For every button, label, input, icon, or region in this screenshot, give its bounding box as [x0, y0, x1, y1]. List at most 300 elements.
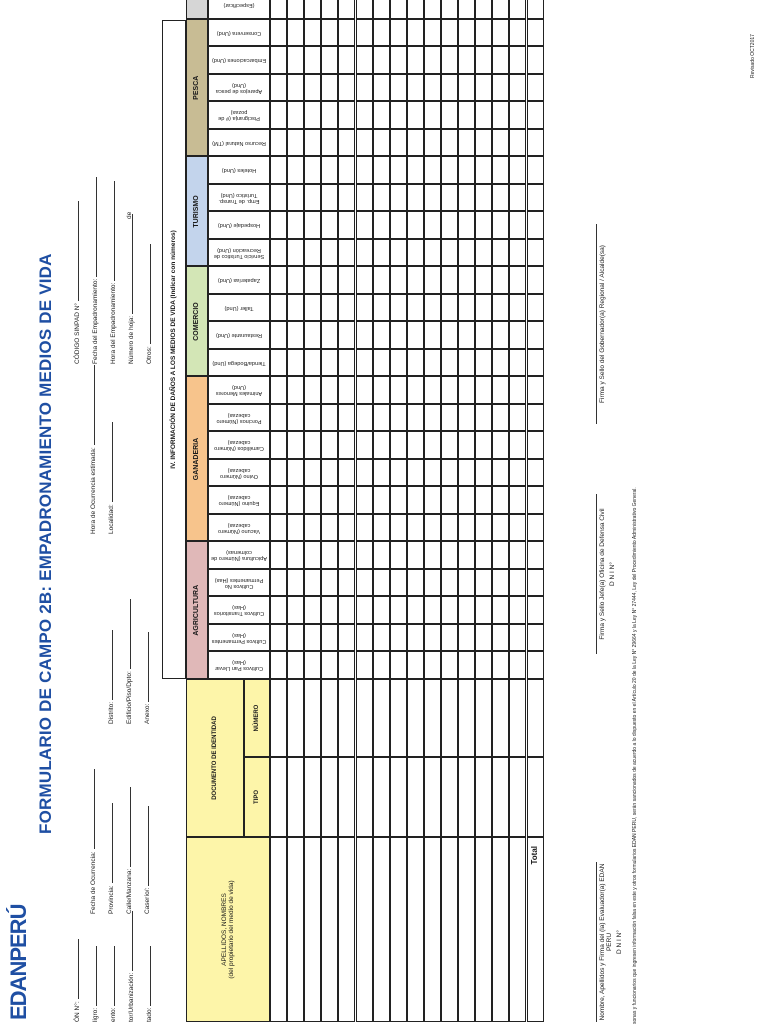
- data-cell[interactable]: [373, 239, 390, 267]
- data-cell[interactable]: [304, 624, 321, 652]
- data-cell[interactable]: [270, 184, 287, 212]
- data-cell[interactable]: [441, 157, 458, 185]
- data-cell[interactable]: [492, 267, 509, 295]
- data-cell[interactable]: [321, 184, 338, 212]
- data-cell[interactable]: [458, 569, 475, 597]
- data-cell[interactable]: [304, 102, 321, 130]
- data-cell[interactable]: [390, 487, 407, 515]
- data-cell[interactable]: [338, 239, 355, 267]
- data-cell[interactable]: [304, 404, 321, 432]
- data-cell[interactable]: [373, 432, 390, 460]
- header-field[interactable]: [72, 201, 81, 364]
- header-field-line[interactable]: [90, 177, 97, 277]
- data-cell[interactable]: [270, 459, 287, 487]
- data-cell[interactable]: [390, 74, 407, 102]
- data-cell[interactable]: [441, 0, 458, 19]
- data-cell[interactable]: [304, 514, 321, 542]
- data-cell[interactable]: [287, 349, 304, 377]
- data-cell[interactable]: [287, 432, 304, 460]
- data-cell[interactable]: [270, 542, 287, 570]
- data-cell[interactable]: [287, 404, 304, 432]
- data-cell[interactable]: [270, 19, 287, 47]
- data-cell[interactable]: [527, 47, 544, 75]
- data-cell[interactable]: [475, 652, 492, 680]
- name-cell[interactable]: [509, 837, 526, 1022]
- data-cell[interactable]: [527, 0, 544, 19]
- data-cell[interactable]: [527, 267, 544, 295]
- data-cell[interactable]: [287, 157, 304, 185]
- signature-block[interactable]: [596, 224, 606, 424]
- data-cell[interactable]: [287, 102, 304, 130]
- data-cell[interactable]: [287, 322, 304, 350]
- data-cell[interactable]: [338, 294, 355, 322]
- data-cell[interactable]: [527, 569, 544, 597]
- data-cell[interactable]: [356, 239, 373, 267]
- data-cell[interactable]: [373, 0, 390, 19]
- data-cell[interactable]: [527, 102, 544, 130]
- data-cell[interactable]: [475, 349, 492, 377]
- name-cell[interactable]: [475, 837, 492, 1022]
- data-cell[interactable]: [390, 294, 407, 322]
- data-cell[interactable]: [356, 624, 373, 652]
- data-cell[interactable]: [390, 102, 407, 130]
- data-cell[interactable]: [441, 129, 458, 157]
- data-cell[interactable]: [338, 757, 355, 837]
- data-cell[interactable]: [287, 19, 304, 47]
- data-cell[interactable]: [304, 212, 321, 240]
- header-field[interactable]: [142, 806, 151, 914]
- data-cell[interactable]: [407, 74, 424, 102]
- data-cell[interactable]: [321, 404, 338, 432]
- data-cell[interactable]: [509, 652, 526, 680]
- data-cell[interactable]: [527, 74, 544, 102]
- data-cell[interactable]: [509, 487, 526, 515]
- header-field[interactable]: [144, 244, 153, 364]
- data-cell[interactable]: [475, 129, 492, 157]
- name-cell[interactable]: [373, 837, 390, 1022]
- data-cell[interactable]: [475, 514, 492, 542]
- data-cell[interactable]: [527, 349, 544, 377]
- data-cell[interactable]: [321, 322, 338, 350]
- data-cell[interactable]: [458, 294, 475, 322]
- data-cell[interactable]: [321, 239, 338, 267]
- data-cell[interactable]: [407, 322, 424, 350]
- header-field[interactable]: [90, 946, 99, 1022]
- data-cell[interactable]: [509, 624, 526, 652]
- data-cell[interactable]: [424, 459, 441, 487]
- data-cell[interactable]: [424, 652, 441, 680]
- data-cell[interactable]: [492, 239, 509, 267]
- data-cell[interactable]: [441, 47, 458, 75]
- data-cell[interactable]: [287, 0, 304, 19]
- header-field-line[interactable]: [88, 365, 95, 445]
- data-cell[interactable]: [458, 432, 475, 460]
- data-cell[interactable]: [492, 74, 509, 102]
- data-cell[interactable]: [509, 267, 526, 295]
- data-cell[interactable]: [373, 679, 390, 757]
- header-field[interactable]: [108, 946, 117, 1022]
- header-field[interactable]: [126, 911, 135, 1022]
- data-cell[interactable]: [356, 212, 373, 240]
- data-cell[interactable]: [441, 624, 458, 652]
- data-cell[interactable]: [321, 757, 338, 837]
- data-cell[interactable]: [390, 349, 407, 377]
- data-cell[interactable]: [527, 129, 544, 157]
- data-cell[interactable]: [321, 569, 338, 597]
- data-cell[interactable]: [338, 212, 355, 240]
- data-cell[interactable]: [458, 19, 475, 47]
- data-cell[interactable]: [407, 239, 424, 267]
- data-cell[interactable]: [475, 74, 492, 102]
- data-cell[interactable]: [527, 652, 544, 680]
- data-cell[interactable]: [458, 757, 475, 837]
- name-cell[interactable]: [338, 837, 355, 1022]
- data-cell[interactable]: [287, 597, 304, 625]
- data-cell[interactable]: [270, 597, 287, 625]
- data-cell[interactable]: [321, 624, 338, 652]
- data-cell[interactable]: [458, 184, 475, 212]
- data-cell[interactable]: [475, 294, 492, 322]
- data-cell[interactable]: [304, 322, 321, 350]
- data-cell[interactable]: [270, 294, 287, 322]
- data-cell[interactable]: [373, 542, 390, 570]
- data-cell[interactable]: [287, 47, 304, 75]
- data-cell[interactable]: [492, 294, 509, 322]
- data-cell[interactable]: [356, 322, 373, 350]
- data-cell[interactable]: [527, 679, 544, 757]
- data-cell[interactable]: [527, 404, 544, 432]
- data-cell[interactable]: [441, 267, 458, 295]
- data-cell[interactable]: [441, 239, 458, 267]
- data-cell[interactable]: [338, 459, 355, 487]
- data-cell[interactable]: [338, 679, 355, 757]
- data-cell[interactable]: [492, 757, 509, 837]
- data-cell[interactable]: [356, 294, 373, 322]
- data-cell[interactable]: [390, 597, 407, 625]
- data-cell[interactable]: [321, 459, 338, 487]
- data-cell[interactable]: [509, 377, 526, 405]
- data-cell[interactable]: [304, 157, 321, 185]
- data-cell[interactable]: [441, 597, 458, 625]
- data-cell[interactable]: [321, 514, 338, 542]
- data-cell[interactable]: [356, 19, 373, 47]
- data-cell[interactable]: [492, 377, 509, 405]
- data-cell[interactable]: [407, 569, 424, 597]
- data-cell[interactable]: [509, 404, 526, 432]
- data-cell[interactable]: [492, 212, 509, 240]
- data-cell[interactable]: [373, 157, 390, 185]
- data-cell[interactable]: [407, 459, 424, 487]
- data-cell[interactable]: [304, 569, 321, 597]
- data-cell[interactable]: [321, 267, 338, 295]
- data-cell[interactable]: [475, 569, 492, 597]
- data-cell[interactable]: [475, 404, 492, 432]
- data-cell[interactable]: [270, 652, 287, 680]
- data-cell[interactable]: [407, 47, 424, 75]
- data-cell[interactable]: [373, 377, 390, 405]
- data-cell[interactable]: [492, 514, 509, 542]
- data-cell[interactable]: [527, 757, 544, 837]
- data-cell[interactable]: [321, 679, 338, 757]
- data-cell[interactable]: [356, 542, 373, 570]
- header-field[interactable]: [106, 422, 115, 534]
- data-cell[interactable]: [270, 377, 287, 405]
- data-cell[interactable]: [338, 652, 355, 680]
- name-cell[interactable]: [458, 837, 475, 1022]
- data-cell[interactable]: [356, 184, 373, 212]
- data-cell[interactable]: [475, 184, 492, 212]
- data-cell[interactable]: [424, 239, 441, 267]
- data-cell[interactable]: [373, 487, 390, 515]
- data-cell[interactable]: [321, 212, 338, 240]
- data-cell[interactable]: [424, 597, 441, 625]
- data-cell[interactable]: [373, 19, 390, 47]
- header-field[interactable]: [142, 632, 151, 724]
- data-cell[interactable]: [270, 322, 287, 350]
- data-cell[interactable]: [304, 184, 321, 212]
- data-cell[interactable]: [527, 597, 544, 625]
- data-cell[interactable]: [373, 404, 390, 432]
- data-cell[interactable]: [356, 432, 373, 460]
- data-cell[interactable]: [441, 377, 458, 405]
- header-field-line[interactable]: [142, 632, 149, 702]
- data-cell[interactable]: [338, 322, 355, 350]
- data-cell[interactable]: [356, 679, 373, 757]
- data-cell[interactable]: [390, 514, 407, 542]
- data-cell[interactable]: [270, 0, 287, 19]
- signature-line[interactable]: [596, 862, 597, 1022]
- data-cell[interactable]: [509, 102, 526, 130]
- data-cell[interactable]: [475, 432, 492, 460]
- data-cell[interactable]: [424, 102, 441, 130]
- data-cell[interactable]: [390, 212, 407, 240]
- data-cell[interactable]: [475, 239, 492, 267]
- data-cell[interactable]: [373, 267, 390, 295]
- header-field-line[interactable]: [72, 939, 79, 999]
- data-cell[interactable]: [492, 597, 509, 625]
- data-cell[interactable]: [527, 432, 544, 460]
- data-cell[interactable]: [424, 0, 441, 19]
- data-cell[interactable]: [390, 624, 407, 652]
- data-cell[interactable]: [270, 569, 287, 597]
- data-cell[interactable]: [475, 0, 492, 19]
- data-cell[interactable]: [304, 377, 321, 405]
- header-field-line[interactable]: [88, 769, 95, 849]
- data-cell[interactable]: [304, 542, 321, 570]
- data-cell[interactable]: [509, 349, 526, 377]
- data-cell[interactable]: [441, 294, 458, 322]
- data-cell[interactable]: [287, 129, 304, 157]
- data-cell[interactable]: [424, 404, 441, 432]
- data-cell[interactable]: [390, 569, 407, 597]
- data-cell[interactable]: [441, 757, 458, 837]
- data-cell[interactable]: [509, 432, 526, 460]
- data-cell[interactable]: [321, 47, 338, 75]
- signature-line[interactable]: [596, 494, 597, 654]
- data-cell[interactable]: [424, 377, 441, 405]
- data-cell[interactable]: [458, 487, 475, 515]
- data-cell[interactable]: [321, 349, 338, 377]
- data-cell[interactable]: [509, 212, 526, 240]
- data-cell[interactable]: [270, 129, 287, 157]
- data-cell[interactable]: [356, 129, 373, 157]
- data-cell[interactable]: [356, 74, 373, 102]
- data-cell[interactable]: [492, 432, 509, 460]
- header-field[interactable]: [90, 177, 99, 364]
- data-cell[interactable]: [458, 404, 475, 432]
- data-cell[interactable]: [492, 679, 509, 757]
- header-field[interactable]: [106, 803, 115, 914]
- data-cell[interactable]: [270, 514, 287, 542]
- data-cell[interactable]: [424, 624, 441, 652]
- data-cell[interactable]: [424, 184, 441, 212]
- data-cell[interactable]: [424, 487, 441, 515]
- data-cell[interactable]: [424, 349, 441, 377]
- data-cell[interactable]: [390, 377, 407, 405]
- data-cell[interactable]: [424, 294, 441, 322]
- header-field-line[interactable]: [124, 599, 131, 669]
- data-cell[interactable]: [407, 19, 424, 47]
- data-cell[interactable]: [509, 679, 526, 757]
- data-cell[interactable]: [338, 377, 355, 405]
- data-cell[interactable]: [475, 597, 492, 625]
- data-cell[interactable]: [492, 459, 509, 487]
- signature-block[interactable]: [596, 494, 616, 654]
- data-cell[interactable]: [441, 74, 458, 102]
- data-cell[interactable]: [441, 679, 458, 757]
- data-cell[interactable]: [527, 212, 544, 240]
- data-cell[interactable]: [304, 239, 321, 267]
- data-cell[interactable]: [356, 757, 373, 837]
- data-cell[interactable]: [527, 487, 544, 515]
- data-cell[interactable]: [407, 542, 424, 570]
- data-cell[interactable]: [424, 212, 441, 240]
- data-cell[interactable]: [338, 157, 355, 185]
- data-cell[interactable]: [304, 597, 321, 625]
- data-cell[interactable]: [270, 102, 287, 130]
- data-cell[interactable]: [373, 74, 390, 102]
- data-cell[interactable]: [407, 404, 424, 432]
- header-field-line[interactable]: [142, 806, 149, 886]
- data-cell[interactable]: [509, 569, 526, 597]
- data-cell[interactable]: [390, 239, 407, 267]
- data-cell[interactable]: [321, 377, 338, 405]
- data-cell[interactable]: [407, 597, 424, 625]
- data-cell[interactable]: [527, 377, 544, 405]
- header-field-line[interactable]: [106, 803, 113, 883]
- data-cell[interactable]: [407, 294, 424, 322]
- data-cell[interactable]: [373, 569, 390, 597]
- data-cell[interactable]: [338, 74, 355, 102]
- data-cell[interactable]: [441, 212, 458, 240]
- data-cell[interactable]: [509, 757, 526, 837]
- header-field-line[interactable]: [106, 422, 113, 502]
- data-cell[interactable]: [338, 349, 355, 377]
- data-cell[interactable]: [304, 19, 321, 47]
- data-cell[interactable]: [475, 377, 492, 405]
- data-cell[interactable]: [424, 679, 441, 757]
- data-cell[interactable]: [475, 487, 492, 515]
- data-cell[interactable]: [475, 19, 492, 47]
- data-cell[interactable]: [304, 129, 321, 157]
- data-cell[interactable]: [407, 267, 424, 295]
- data-cell[interactable]: [287, 514, 304, 542]
- data-cell[interactable]: [321, 74, 338, 102]
- data-cell[interactable]: [458, 679, 475, 757]
- data-cell[interactable]: [321, 597, 338, 625]
- data-cell[interactable]: [441, 349, 458, 377]
- data-cell[interactable]: [424, 74, 441, 102]
- data-cell[interactable]: [338, 569, 355, 597]
- data-cell[interactable]: [458, 47, 475, 75]
- data-cell[interactable]: [407, 624, 424, 652]
- data-cell[interactable]: [390, 542, 407, 570]
- data-cell[interactable]: [407, 0, 424, 19]
- data-cell[interactable]: [287, 652, 304, 680]
- data-cell[interactable]: [458, 377, 475, 405]
- data-cell[interactable]: [475, 47, 492, 75]
- data-cell[interactable]: [270, 74, 287, 102]
- name-cell[interactable]: [321, 837, 338, 1022]
- data-cell[interactable]: [321, 102, 338, 130]
- data-cell[interactable]: [527, 322, 544, 350]
- name-cell[interactable]: [356, 837, 373, 1022]
- data-cell[interactable]: [407, 184, 424, 212]
- data-cell[interactable]: [458, 212, 475, 240]
- data-cell[interactable]: [390, 129, 407, 157]
- data-cell[interactable]: [407, 487, 424, 515]
- data-cell[interactable]: [304, 267, 321, 295]
- data-cell[interactable]: [373, 514, 390, 542]
- name-cell[interactable]: [492, 837, 509, 1022]
- data-cell[interactable]: [492, 542, 509, 570]
- data-cell[interactable]: [304, 349, 321, 377]
- data-cell[interactable]: [304, 74, 321, 102]
- data-cell[interactable]: [475, 679, 492, 757]
- data-cell[interactable]: [338, 129, 355, 157]
- data-cell[interactable]: [390, 404, 407, 432]
- data-cell[interactable]: [458, 74, 475, 102]
- data-cell[interactable]: [321, 487, 338, 515]
- data-cell[interactable]: [441, 404, 458, 432]
- header-field-line[interactable]: [126, 211, 133, 314]
- data-cell[interactable]: [407, 349, 424, 377]
- data-cell[interactable]: [270, 404, 287, 432]
- data-cell[interactable]: [527, 542, 544, 570]
- data-cell[interactable]: [321, 542, 338, 570]
- data-cell[interactable]: [458, 322, 475, 350]
- data-cell[interactable]: [509, 157, 526, 185]
- data-cell[interactable]: [441, 514, 458, 542]
- data-cell[interactable]: [321, 157, 338, 185]
- data-cell[interactable]: [509, 239, 526, 267]
- data-cell[interactable]: [356, 597, 373, 625]
- data-cell[interactable]: [304, 0, 321, 19]
- data-cell[interactable]: [304, 679, 321, 757]
- data-cell[interactable]: [270, 349, 287, 377]
- data-cell[interactable]: [356, 377, 373, 405]
- data-cell[interactable]: [424, 322, 441, 350]
- data-cell[interactable]: [509, 184, 526, 212]
- data-cell[interactable]: [424, 157, 441, 185]
- data-cell[interactable]: [390, 757, 407, 837]
- data-cell[interactable]: [356, 267, 373, 295]
- data-cell[interactable]: [441, 322, 458, 350]
- data-cell[interactable]: [441, 459, 458, 487]
- data-cell[interactable]: [270, 624, 287, 652]
- data-cell[interactable]: [492, 487, 509, 515]
- data-cell[interactable]: [441, 542, 458, 570]
